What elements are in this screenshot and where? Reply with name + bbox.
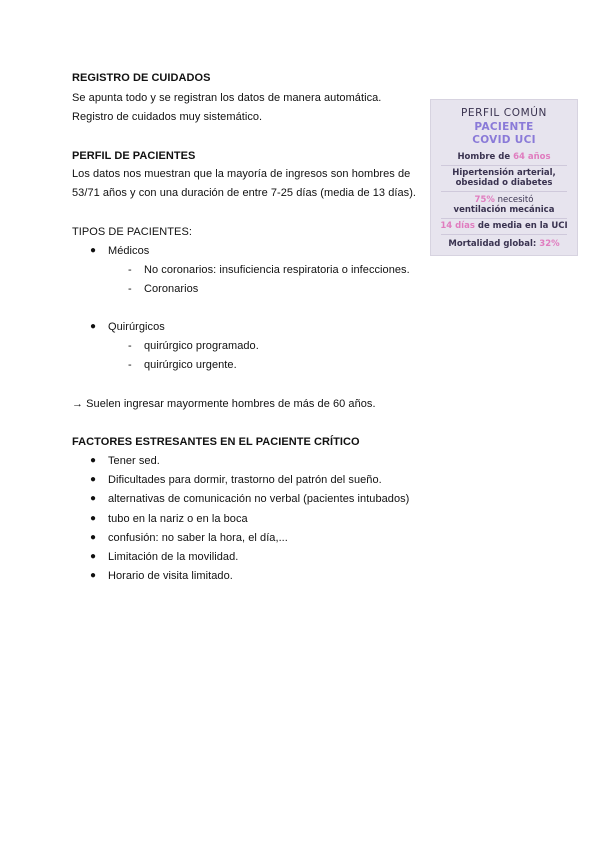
factor-item: confusión: no saber la hora, el día,... (108, 532, 288, 544)
dash-icon: - (128, 283, 132, 295)
factor-item: alternativas de comunicación no verbal (pacientes intubados) (108, 493, 410, 505)
bullet-icon: ● (90, 532, 97, 543)
tipos-heading: TIPOS DE PACIENTES: (72, 226, 192, 238)
card-row-mortality (431, 239, 577, 249)
bullet-icon: ● (90, 245, 97, 256)
card-row-ventilation-2: ventilación mecánica (453, 205, 555, 215)
card-row-mortality-value: 32% (539, 239, 560, 249)
medicos-item-1: No coronarios: insuficiencia respiratoria o infecciones. (144, 264, 410, 276)
bullet-icon: ● (90, 551, 97, 562)
card-title-1: PERFIL COMÚN (461, 107, 547, 119)
card-divider (441, 218, 567, 219)
perfil-heading: PERFIL DE PACIENTES (72, 150, 196, 162)
perfil-line-2: 53/71 años y con una duración de entre 7-25 días (media de 13 días). (72, 187, 417, 199)
card-divider (441, 191, 567, 192)
card-title-2: PACIENTE (474, 121, 534, 133)
card-row-conditions-2: obesidad o diabetes (455, 178, 553, 188)
card-row-stay-text: de media en la UCI (474, 221, 568, 231)
bullet-icon: ● (90, 570, 97, 581)
bullet-icon: ● (90, 474, 97, 485)
bullet-icon: ● (90, 493, 97, 504)
quirurgicos-item-1: quirúrgico programado. (144, 340, 259, 352)
registro-heading: REGISTRO DE CUIDADOS (72, 72, 211, 84)
card-row-mortality-text: Mortalidad global: (448, 239, 540, 249)
card-row-age-text: Hombre de (457, 152, 514, 162)
card-row-ventilation (431, 195, 577, 205)
tipos-note: → Suelen ingresar mayormente hombres de más de 60 años. (72, 398, 376, 410)
card-row-stay (431, 221, 577, 231)
bullet-icon: ● (90, 455, 97, 466)
bullet-icon: ● (90, 321, 97, 332)
card-divider (441, 165, 567, 166)
card-row-ventilation-value: 75% (474, 195, 495, 205)
medicos-label: Médicos (108, 245, 150, 257)
factores-heading: FACTORES ESTRESANTES EN EL PACIENTE CRÍTICO (72, 436, 360, 448)
dash-icon: - (128, 359, 132, 371)
factor-item: Horario de visita limitado. (108, 570, 233, 582)
registro-line-2: Registro de cuidados muy sistemático. (72, 111, 263, 123)
factor-item: Dificultades para dormir, trastorno del patrón del sueño. (108, 474, 382, 486)
covid-profile-card (430, 99, 578, 256)
card-row-conditions-1: Hipertensión arterial, (452, 168, 556, 178)
dash-icon: - (128, 340, 132, 352)
quirurgicos-item-2: quirúrgico urgente. (144, 359, 237, 371)
medicos-item-2: Coronarios (144, 283, 199, 295)
perfil-line-1: Los datos nos muestran que la mayoría de ingresos son hombres de (72, 168, 411, 180)
card-divider (441, 234, 567, 235)
card-row-age (431, 152, 577, 162)
factor-item: tubo en la nariz o en la boca (108, 513, 248, 525)
bullet-icon: ● (90, 513, 97, 524)
card-row-ventilation-text: necesitó (494, 195, 534, 205)
registro-line-1: Se apunta todo y se registran los datos de manera automática. (72, 92, 382, 104)
quirurgicos-label: Quirúrgicos (108, 321, 165, 333)
card-row-stay-value: 14 días (440, 221, 475, 231)
factor-item: Tener sed. (108, 455, 160, 467)
factor-item: Limitación de la movilidad. (108, 551, 239, 563)
dash-icon: - (128, 264, 132, 276)
card-row-age-value: 64 años (513, 152, 551, 162)
card-title-3: COVID UCI (472, 134, 536, 146)
